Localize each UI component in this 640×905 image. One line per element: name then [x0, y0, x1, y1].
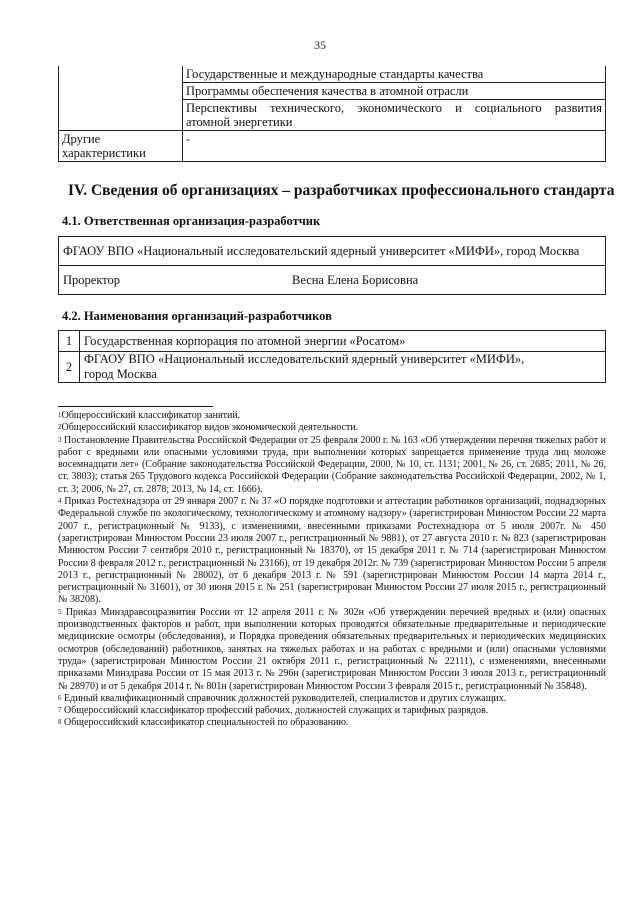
other-characteristics-label: Другие характеристики [62, 132, 146, 160]
table-cell [183, 66, 606, 83]
table-cell [183, 83, 606, 100]
footnote-number: 3 [58, 435, 62, 444]
footnote-text: Приказ Минздравсоцразвития России от 12 апреля 2011 г. № 302н «Об утверждении перечней вредных и (или) опасных производственных факторов и работ, при выполнении которых проводятся обязательные предварительные и периодические медицинские осмотры (обследования), и Порядка проведения обязательных предварительных и периодических медицинских осмотров (обследований) работников, занятых на тяжелых работах и на работах с вредными и (или) опасными условиями труда» (зарегистрирован Минюстом России 21 октября 2011 г., регистрационный № 22111), с изменениями, внесенными приказами Минздрава России от 15 мая 2013 г. № 296н (зарегистрирован Минюстом России 3 июля 2013 г., регистрационный № 28970) и от 5 декабря 2014 г. № 801н (зарегистрирован Минюстом России 3 февраля 2015 г., регистрационный № 35848). [58, 606, 606, 692]
footnote-text: Общероссийский классификатор занятий. [61, 410, 241, 421]
footnotes [58, 410, 606, 730]
footnote [58, 607, 606, 693]
table-row [59, 66, 606, 83]
row-number: 1 [59, 331, 80, 352]
row-text: Программы обеспечения качества в атомной отрасли [186, 84, 469, 98]
section-title: IV. Сведения об организациях – разработчиках профессионального стандарта [68, 182, 615, 199]
row-text: Государственные и международные стандарты качества [186, 67, 484, 81]
table-cell-label [59, 66, 183, 131]
row-text: - [186, 132, 191, 146]
footnote-text: Общероссийский классификатор специальностей по образованию. [64, 717, 349, 729]
footnote [58, 435, 606, 496]
row-number: 2 [59, 352, 80, 383]
footnote-text: Постановление Правительства Российской Федерации от 25 февраля 2000 г. № 163 «Об утверждении перечня тяжелых работ и работ с вредными или опасными условиями труда, при выполнении которых запрещается применение труда лиц моложе восемнадцати лет» (Собрание законодательства Российской Федерации, 2000, № 10, ст. 1131; 2001, № 26, ст. 2685; 2011, № 26, ст. 3803); статья 265 Трудового кодекса Российской Федерации (Собрание законодательства Российской Федерации, 2002, № 1, ст. 3; 2006, № 27, ст. 2878; 2013, № 14, ст. 1666). [58, 434, 606, 495]
responsible-person: Весна Елена Борисовна [288, 266, 606, 295]
table-row [59, 237, 606, 266]
developers-heading: 4.2. Наименования организаций-разработчиков [62, 309, 332, 323]
footnote-number: 2 [58, 423, 62, 432]
footnote-number: 1 [58, 411, 62, 419]
footnote-number: 5 [58, 607, 62, 616]
footnote-number: 7 [58, 706, 62, 715]
developers-table [58, 330, 606, 383]
footnote-text: Приказ Ростехнадзора от 29 января 2007 г. № 37 «О порядке подготовки и аттестации работников организаций, поднадзорных Федеральной службе по экологическому, технологическому и атомному надзору» (зарегистрирован Минюстом России 22 марта 2007 г., регистрационный № 9133), с изменениями, внесенными приказами Ростехнадзора от 5 июля 2007г. № 450 (зарегистрирован Минюстом России 23 июля 2007 г., регистрационный № 9881), от 27 августа 2010 г. № 823 (зарегистрирован Минюстом России 7 сентября 2010 г., регистрационный № 18370), от 15 декабря 2011 г. № 714 (зарегистрирован Минюстом России 8 февраля 2012 г., регистрационный № 23166), от 19 декабря 2012г. № 739 (зарегистрирован Минюстом России 5 апреля 2013 г., регистрационный № 28002), от 6 декабря 2013 г. № 591 (зарегистрирован Минюстом России 14 марта 2014 г., регистрационный № 31601), от 30 июня 2015 г. № 251 (зарегистрирован Минюстом России 27 июля 2015 г., регистрационный № 38208). [58, 496, 606, 606]
footnote-number: 8 [58, 718, 62, 727]
table-row [59, 131, 606, 162]
responsible-position: Проректор [59, 266, 289, 295]
footnote [58, 717, 606, 729]
table-row [59, 266, 606, 295]
page-number: 35 [314, 38, 326, 52]
footnote-text: Единый квалификационный справочник должностей руководителей, специалистов и других служащих. [64, 692, 507, 704]
responsible-org: ФГАОУ ВПО «Национальный исследовательский ядерный университет «МИФИ», город Москва [59, 237, 606, 266]
table-row [59, 352, 606, 383]
table-cell [183, 131, 606, 162]
developer-name: ФГАОУ ВПО «Национальный исследовательский ядерный университет «МИФИ», город Москва [80, 352, 606, 383]
table-cell [183, 100, 606, 131]
footnote [58, 496, 606, 607]
footnote-text: Общероссийский классификатор видов экономической деятельности. [61, 422, 359, 434]
footnote [58, 422, 606, 434]
footnote-divider [58, 406, 213, 407]
footnote-text: Общероссийский классификатор профессий рабочих, должностей служащих и тарифных разрядов. [64, 705, 489, 717]
footnote-number: 6 [58, 693, 62, 702]
responsible-table [58, 236, 606, 295]
developer-name: Государственная корпорация по атомной энергии «Росатом» [80, 331, 606, 352]
footnote-number: 4 [58, 497, 62, 506]
footnote [58, 410, 606, 422]
footnote [58, 693, 606, 705]
responsible-heading: 4.1. Ответственная организация-разработчик [62, 214, 321, 228]
table-row [59, 331, 606, 352]
table-cell-label [59, 131, 183, 162]
row-text: Перспективы технического, экономического и социального развития [186, 101, 602, 115]
row-text: атомной энергетики [186, 115, 293, 129]
characteristics-table [58, 66, 606, 162]
footnote [58, 705, 606, 717]
